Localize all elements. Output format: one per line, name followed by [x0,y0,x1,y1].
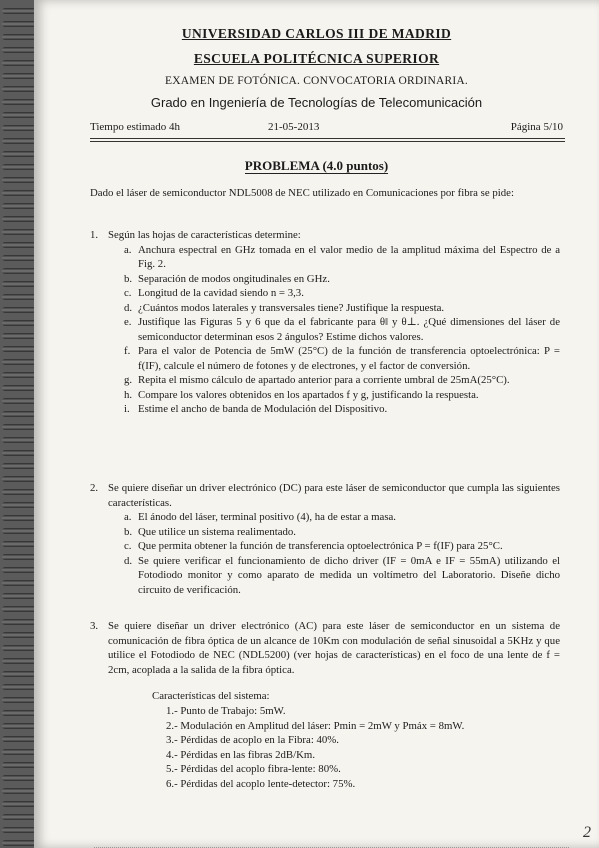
section-text: Se quiere diseñar un driver electrónico (DC) para este láser de semiconductor que cumpla las siguientes características. [108,482,560,509]
binding-coil [2,255,36,261]
list-item: b. Que utilice un sistema realimentado. [124,525,297,538]
binding-coil [2,385,36,391]
list-item: i. Estime el ancho de banda de Modulación del Dispositivo. [124,403,388,415]
binding-coil [2,268,36,274]
binding-coil [2,775,36,781]
binding-coil [2,476,36,482]
section-number: 2. [90,482,99,494]
binding-coil [2,359,36,365]
binding-coil [2,489,36,495]
binding-coil [2,801,36,807]
handwritten-page-number: 2 [583,824,591,841]
list-item: 2.- Modulación en Amplitud del láser: Pmin = 2mW y Pmáx = 8mW. [166,719,465,732]
section-2-items [90,510,560,597]
binding-coil [2,21,36,27]
list-item: h. Compare los valores obtenidos en los apartados f y g, justificando la respuesta. [124,388,479,401]
binding-coil [2,203,36,209]
binding-coil [2,333,36,339]
binding-coil [2,541,36,547]
list-item: d. Se quiere verificar el funcionamiento de dicho driver (IF = 0mA e IF = 55mA) utilizando el Fotodiodo monitor y como aparato de medida un voltímetro del Laboratorio. Diseñe dicho circuito de verificación. [124,554,560,596]
list-item: a. Anchura espectral en GHz tomada en el valor medio de la amplitud máxima del Espectro de a Fig. 2. [124,243,560,270]
binding-coil [2,762,36,768]
section-1 [90,228,560,417]
list-item: e. Justifique las Figuras 5 y 6 que da el fabricante para θ‖ y θ⊥. ¿Qué dimensiones del láser de semiconductor determinan esos 2 ángulos? Estime dichos valores. [124,316,560,343]
binding-coil [2,554,36,560]
problem-intro: Dado el láser de semiconductor NDL5008 de NEC utilizado en Comunicaciones por fibra se pide: [90,187,514,199]
university-title: UNIVERSIDAD CARLOS III DE MADRID [181,26,452,41]
list-item: a. El ánodo del láser, terminal positivo (4), ha de estar a masa. [124,511,397,523]
binding-coil [2,398,36,404]
binding-coil [2,658,36,664]
characteristics-heading: Características del sistema: [152,690,270,702]
binding-coil [2,138,36,144]
binding-coil [2,567,36,573]
header-rule-double [90,141,565,142]
list-item: g. Repita el mismo cálculo de apartado anterior para a corriente umbral de 25mA(25°C). [124,374,510,386]
section-1-items [90,243,560,417]
binding-coil [2,671,36,677]
binding-coil [2,723,36,729]
exam-page [34,0,599,848]
binding-coil [2,60,36,66]
estimated-time: Tiempo estimado 4h [90,121,181,133]
binding-coil [2,684,36,690]
binding-coil [2,34,36,40]
list-item: c. Longitud de la cavidad siendo n = 3,3. [124,287,304,299]
header-rule [90,138,565,139]
section-2 [90,481,560,597]
degree-title: Grado en Ingeniería de Tecnologías de Telecomunicación [150,95,483,110]
binding-coil [2,294,36,300]
binding-coil [2,827,36,833]
list-item: b. Separación de modos ongitudinales en GHz. [124,272,330,285]
binding-coil [2,502,36,508]
binding-coil [2,242,36,248]
binding-coil [2,515,36,521]
binding-coil [2,346,36,352]
binding-coil [2,437,36,443]
binding-coil [2,411,36,417]
binding-coil [2,463,36,469]
binding-coil [2,697,36,703]
binding-coil [2,736,36,742]
binding-coil [2,99,36,105]
section-number: 3. [90,620,99,632]
section-number: 1. [90,229,99,241]
binding-coil [2,632,36,638]
section-text: Se quiere diseñar un driver electrónico (AC) para este láser de semiconductor en un sistema de comunicación de fibra óptica de un alcance de 10Km con modulación de señal sinusoidal a 5KHz y que utilice el Fotodiodo de NEC (NDL5200) (ver hojas de características) en el foco de una lente de f = 2cm, acoplada a la salida de la fibra óptica. [108,620,560,676]
binding-coil [2,450,36,456]
binding-coil [2,8,36,14]
section-text: Según las hojas de características determine: [108,229,301,241]
binding-coil [2,216,36,222]
list-item: f. Para el valor de Potencia de 5mW (25°C) de la función de transferencia optoelectrónica: P = f(IF), calcule el número de fotones y de electrones, y el factor de conversión. [124,345,560,372]
binding-coil [2,164,36,170]
list-item: 5.- Pérdidas del acoplo fibra-lente: 80%. [166,763,341,776]
list-item: 1.- Punto de Trabajo: 5mW. [166,705,286,717]
binding-coil [2,151,36,157]
list-item: 6.- Pérdidas del acoplo lente-detector: 75%. [166,777,356,790]
binding-coil [2,229,36,235]
binding-coil [2,73,36,79]
binding-coil [2,320,36,326]
binding-coil [2,645,36,651]
binding-coil [2,580,36,586]
problem-title: PROBLEMA (4.0 puntos) [244,158,389,173]
binding-coil [2,125,36,131]
binding-coil [2,372,36,378]
exam-date: 21-05-2013 [268,121,320,133]
binding-coil [2,112,36,118]
school-title: ESCUELA POLITÉCNICA SUPERIOR [193,51,440,66]
binding-coil [2,528,36,534]
binding-coil [2,749,36,755]
binding-coil [2,788,36,794]
list-item: d. ¿Cuántos modos laterales y transversales tiene? Justifique la respuesta. [124,301,445,314]
list-item: c. Que permita obtener la función de transferencia optoelectrónica P = f(IF) para 25°C. [124,540,503,552]
binding-coil [2,840,36,846]
section-3 [90,619,560,677]
binding-coil [2,177,36,183]
list-item: 3.- Pérdidas de acoplo en la Fibra: 40%. [166,734,340,747]
binding-coil [2,190,36,196]
binding-coil [2,281,36,287]
binding-coil [2,424,36,430]
page-indicator: Página 5/10 [510,121,563,133]
binding-coil [2,593,36,599]
binding-coil [2,606,36,612]
list-item: 4.- Pérdidas en las fibras 2dB/Km. [166,748,316,761]
binding-coil [2,619,36,625]
characteristics-list [166,704,464,792]
binding-coil [2,86,36,92]
binding-coil [2,814,36,820]
binding-coil [2,307,36,313]
binding-coil [2,710,36,716]
binding-coil [2,47,36,53]
exam-title: EXAMEN DE FOTÓNICA. CONVOCATORIA ORDINARIA. [165,75,468,87]
